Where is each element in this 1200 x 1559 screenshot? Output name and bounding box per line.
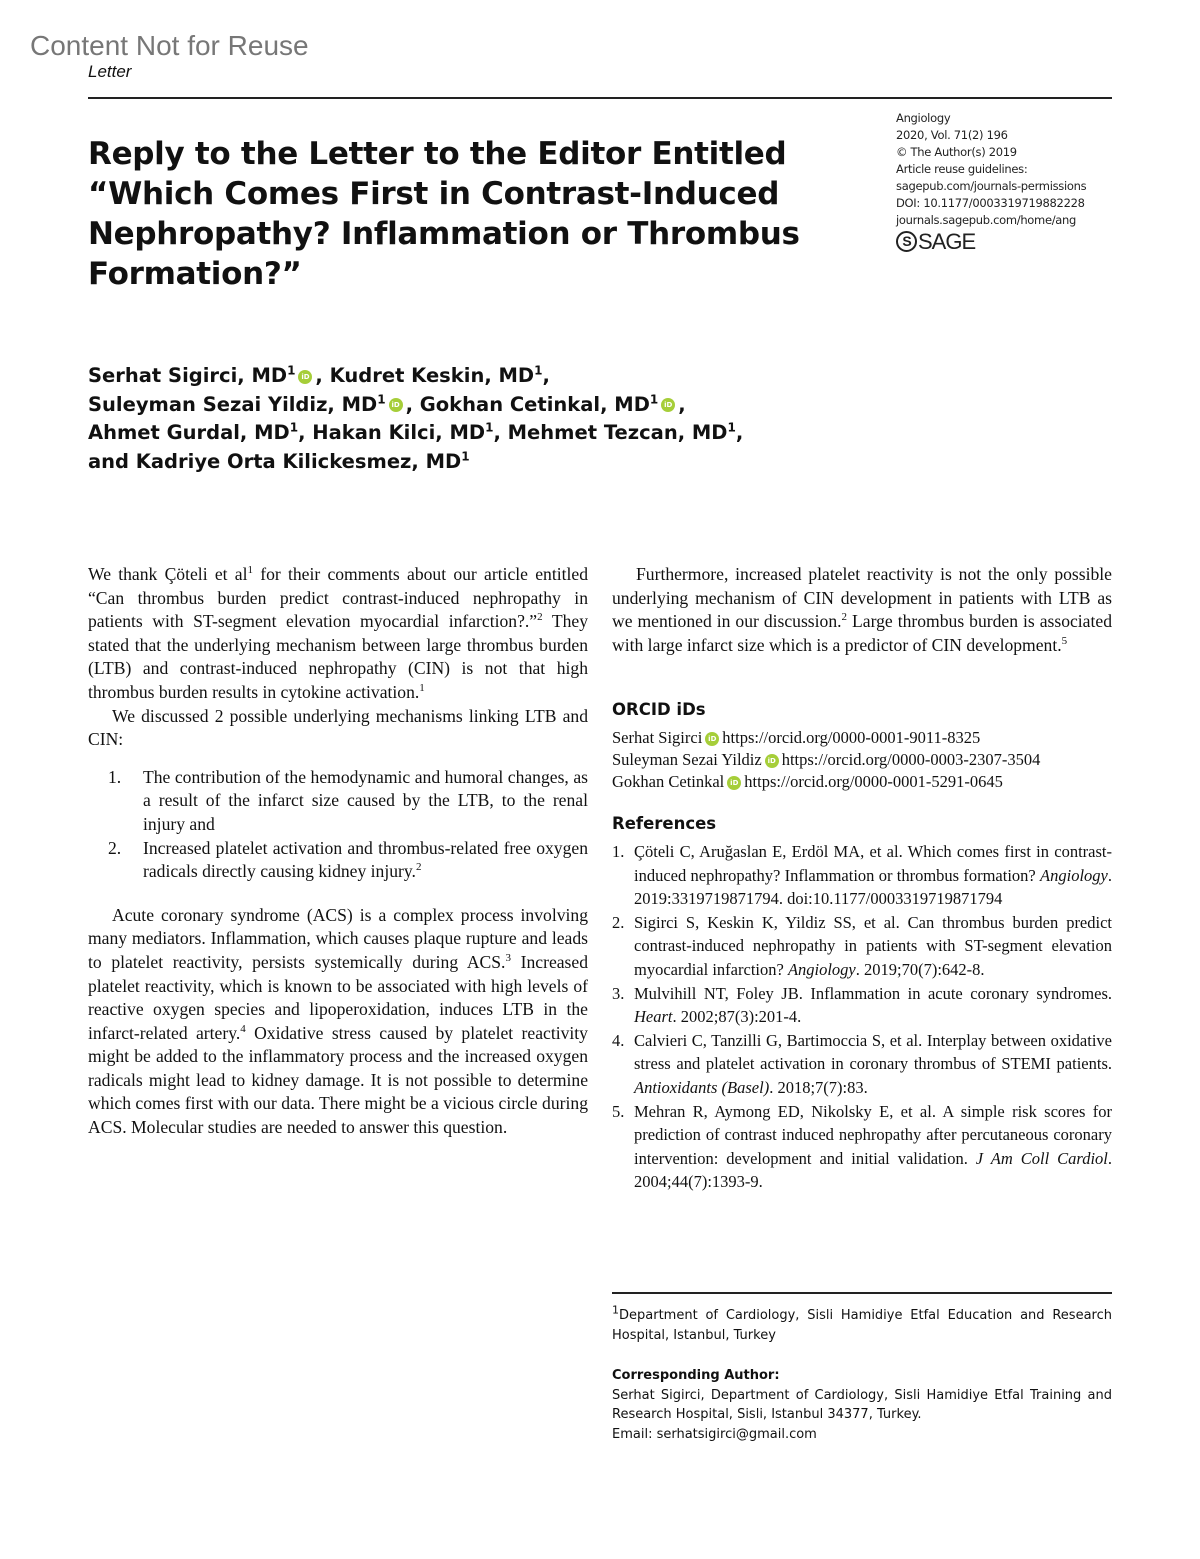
author: Hakan Kilci, $MD^1$, xyxy=(312,420,508,444)
body-paragraph: Furthermore, increased platelet reactivity is not the only possible underlying mechanism of CIN development in patients with LTB as we mentioned in our discussion.$^2$ Large thrombus burden is associated with large infarct size which is a predictor of CIN development.$^5$ xyxy=(612,564,1112,655)
journal-volume: 2020, Vol. 71(2) 196 xyxy=(896,128,1008,142)
orcid-item: Suleyman Sezai Yildiz iD https://orcid.org/0000-0003-2307-3504 xyxy=(612,750,1041,769)
author: Serhat Sigirci, $MD^1$ iD , xyxy=(88,363,330,387)
orcid-icon[interactable]: iD xyxy=(661,398,675,412)
author: Ahmet Gurdal, $MD^1$, xyxy=(88,420,313,444)
article-type: Letter xyxy=(88,62,132,81)
author-list xyxy=(88,362,848,476)
orcid-icon: iD xyxy=(705,732,719,746)
author: Gokhan Cetinkal, $MD^1$ iD , xyxy=(419,392,686,416)
journal-home-link[interactable]: journals.sagepub.com/home/ang xyxy=(896,213,1077,227)
corresponding-address: Serhat Sigirci, Department of Cardiology, Sisli Hamidiye Etfal Training and Research Hospital, Sisli, Istanbul 34377, Turkey. xyxy=(612,1387,1112,1422)
orcid-item: Gokhan Cetinkal iD https://orcid.org/0000-0001-5291-0645 xyxy=(612,772,1003,791)
author: Mehmet Tezcan, $MD^1$, xyxy=(507,420,744,444)
doi[interactable]: DOI: 10.1177/0003319719882228 xyxy=(896,196,1085,210)
orcid-heading: ORCID iDs xyxy=(612,700,706,719)
sage-s-icon: S xyxy=(896,231,917,252)
orcid-icon[interactable]: iD xyxy=(389,398,403,412)
author: Suleyman Sezai Yildiz, $MD^1$ iD , xyxy=(88,392,420,416)
orcid-icon[interactable]: iD xyxy=(298,370,312,384)
reference-item: 4. Calvieri C, Tanzilli G, Bartimoccia S, et al. Interplay between oxidative stress and platelet activation in coronary thrombus of STEMI patients. Antioxidants (Basel). 2018;7(7):83. xyxy=(612,1030,1112,1097)
orcid-link[interactable]: https://orcid.org/0000-0001-5291-0645 xyxy=(744,772,1003,791)
body-paragraph: Acute coronary syndrome (ACS) is a complex process involving many mediators. Inflammation, which causes plaque rupture and leads to platelet reactivity, persists systemically during ACS.$^3$ Increased platelet reactivity, which is known to be associated with high levels of reactive oxygen species and lipoperoxidation, induces LTB in the infarct-related artery.$^4$ Oxidative stress caused by platelet reactivity might be added to the inflammatory process and the increased oxygen radicals might lead to kidney damage. It is not possible to determine which comes first with our data. There might be a vicious circle during ACS. Molecular studies are needed to answer this question. xyxy=(88,904,589,1138)
reference-list xyxy=(612,840,1112,1194)
orcid-link[interactable]: https://orcid.org/0000-0003-2307-3504 xyxy=(781,750,1041,769)
references-heading: References xyxy=(612,814,717,833)
corresponding-author xyxy=(612,1366,1112,1444)
right-column xyxy=(612,563,1112,657)
author: Kudret Keskin, $MD^1$, xyxy=(329,363,550,387)
footnote-rule xyxy=(612,1292,1112,1294)
author: and Kadriye Orta Kilickesmez, $MD^1$ xyxy=(88,449,470,473)
header-rule xyxy=(88,97,1112,99)
body-paragraph: We discussed 2 possible underlying mechanisms linking LTB and CIN: xyxy=(88,705,588,750)
corresponding-email[interactable]: Email: serhatsigirci@gmail.com xyxy=(612,1426,817,1442)
list-item: 1. The contribution of the hemodynamic and humoral changes, as a result of the infarct size caused by the LTB, to the renal injury and xyxy=(108,766,588,834)
article-title: Reply to the Letter to the Editor Entitled “Which Comes First in Contrast-Induced Nephropathy? Inflammation or Thrombus Formation?” xyxy=(88,136,800,292)
journal-meta xyxy=(896,110,1086,252)
copyright: © The Author(s) 2019 xyxy=(896,145,1017,159)
reuse-label: Article reuse guidelines: xyxy=(896,162,1028,176)
journal-name: Angiology xyxy=(896,111,951,125)
reference-item: 1. Çöteli C, Aruğaslan E, Erdöl MA, et al. Which comes first in contrast-induced nephropathy? Inflammation or thrombus formation? Angiology. 2019:3319719871794. doi:10.1177/0003319719871794 xyxy=(612,842,1112,909)
reference-item: 5. Mehran R, Aymong ED, Nikolsky E, et al. A simple risk scores for prediction of contrast induced nephropathy after percutaneous coronary intervention: development and initial validation. J Am Coll Cardiol. 2004;44(7):1393-9. xyxy=(612,1101,1112,1192)
orcid-icon: iD xyxy=(727,776,741,790)
orcid-item: Serhat Sigirci iD https://orcid.org/0000-0001-9011-8325 xyxy=(612,728,981,747)
reference-item: 2. Sigirci S, Keskin K, Yildiz SS, et al. Can thrombus burden predict contrast-induced nephropathy in patients with ST-segment elevation myocardial infarction? Angiology. 2019;70(7):642-8. xyxy=(612,912,1112,979)
orcid-icon: iD xyxy=(765,754,779,768)
watermark: Content Not for Reuse xyxy=(30,30,309,61)
orcid-link[interactable]: https://orcid.org/0000-0001-9011-8325 xyxy=(722,728,981,747)
reuse-link[interactable]: sagepub.com/journals-permissions xyxy=(896,179,1087,193)
reference-item: 3. Mulvihill NT, Foley JB. Inflammation in acute coronary syndromes. Heart. 2002;87(3):201-4. xyxy=(612,983,1112,1027)
mechanism-list xyxy=(88,766,588,884)
left-column xyxy=(88,563,588,1140)
orcid-section xyxy=(612,700,1112,793)
body-paragraph: We thank Çöteli et $al^1$ for their comments about our article entitled “Can thrombus burden predict contrast-induced nephropathy in patients with ST-segment elevation myocardial infarction?.”$^2$ They stated that the underlying mechanism between large thrombus burden (LTB) and contrast-induced nephropathy (CIN) is not that high thrombus burden results in cytokine activation.$^1$ xyxy=(88,564,588,702)
sage-logo: S SAGE xyxy=(896,231,1086,252)
affiliation-footnote: $^1$Department of Cardiology, Sisli Hamidiye Etfal Education and Research Hospital, Istanbul, Turkey xyxy=(612,1303,1112,1343)
references-section xyxy=(612,814,1112,1194)
list-item: 2. Increased platelet activation and thrombus-related free oxygen radicals directly causing kidney injury.$^2$ xyxy=(108,837,588,882)
corresponding-heading: Corresponding Author: xyxy=(612,1368,780,1383)
